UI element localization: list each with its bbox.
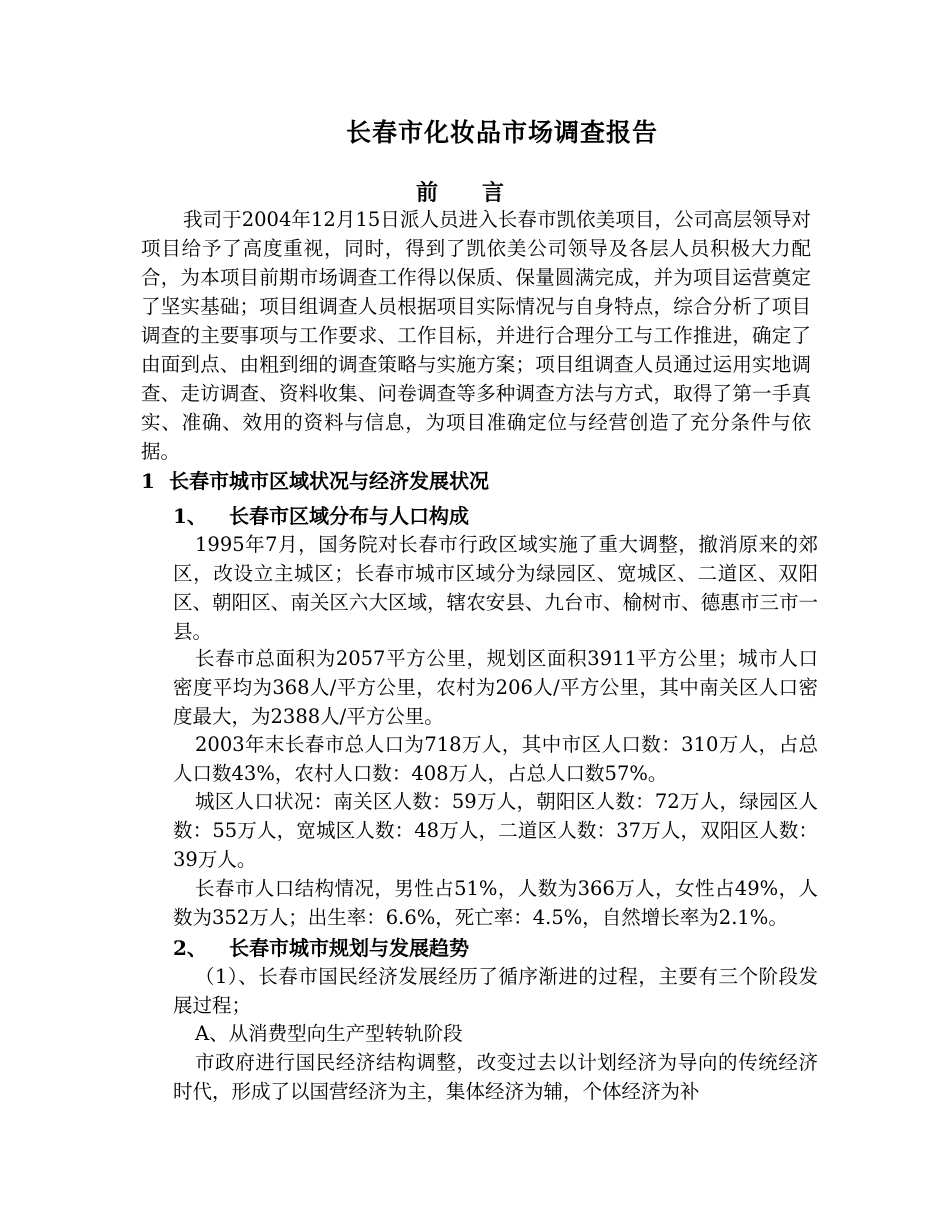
body-paragraph: （1）、长春市国民经济发展经历了循序渐进的过程，主要有三个阶段发展过程； — [173, 965, 818, 1017]
document-title: 长春市化妆品市场调查报告 — [345, 118, 658, 147]
subsection-heading — [173, 932, 469, 961]
body-paragraph: 2003年末长春市总人口为718万人，其中市区人口数：310万人，占总人口数43%，农村人口数：408万人，占总人口数57%。 — [173, 733, 818, 785]
body-paragraph: 1995年7月，国务院对长春市行政区域实施了重大调整，撤消原来的郊区，改设立主城区；长春市城市区域分为绿园区、宽城区、二道区、双阳区、朝阳区、南关区六大区域，辖农安县、九台市、榆树市、德惠市三市一县。 — [173, 533, 818, 643]
section-heading — [141, 465, 489, 494]
foreword-heading: 前 言 — [415, 180, 504, 206]
body-paragraph: 长春市总面积为2057平方公里，规划区面积3911平方公里；城市人口密度平均为368人/平方公里，农村为206人/平方公里，其中南关区人口密度最大，为2388人/平方公里。 — [173, 647, 818, 728]
subsection-number: 2、 — [173, 936, 207, 960]
subsection-number: 1、 — [173, 504, 207, 528]
subsection-title: 长春市城市规划与发展趋势 — [229, 936, 469, 960]
body-paragraph: 市政府进行国民经济结构调整，改变过去以计划经济为导向的传统经济时代，形成了以国营经济为主，集体经济为辅，个体经济为补 — [173, 1051, 818, 1103]
body-paragraph: A、从消费型向生产型转轨阶段 — [195, 1022, 463, 1045]
section-title: 长春市城市区域状况与经济发展状况 — [169, 469, 489, 493]
subsection-title: 长春市区域分布与人口构成 — [229, 504, 469, 528]
body-paragraph: 长春市人口结构情况，男性占51%，人数为366万人，女性占49%，人数为352万人；出生率：6.6%，死亡率：4.5%，自然增长率为2.1%。 — [173, 877, 818, 929]
body-paragraph: 城区人口状况：南关区人数：59万人，朝阳区人数：72万人，绿园区人数：55万人，宽城区人数：48万人，二道区人数：37万人，双阳区人数：39万人。 — [173, 790, 818, 871]
section-number: 1 — [141, 469, 155, 493]
foreword-paragraph: 我司于2004年12月15日派人员进入长春市凯依美项目，公司高层领导对项目给予了高度重视，同时，得到了凯依美公司领导及各层人员积极大力配合，为本项目前期市场调查工作得以保质、保量圆满完成，并为项目运营奠定了坚实基础；项目组调查人员根据项目实际情况与自身特点，综合分析了项目调查的主要事项与工作要求、工作目标，并进行合理分工与工作推进，确定了由面到点、由粗到细的调查策略与实施方案；项目组调查人员通过运用实地调查、走访调查、资料收集、问卷调查等多种调查方法与方式，取得了第一手真实、准确、效用的资料与信息，为项目准确定位与经营创造了充分条件与依据。 — [141, 208, 811, 463]
subsection-heading — [173, 500, 469, 529]
